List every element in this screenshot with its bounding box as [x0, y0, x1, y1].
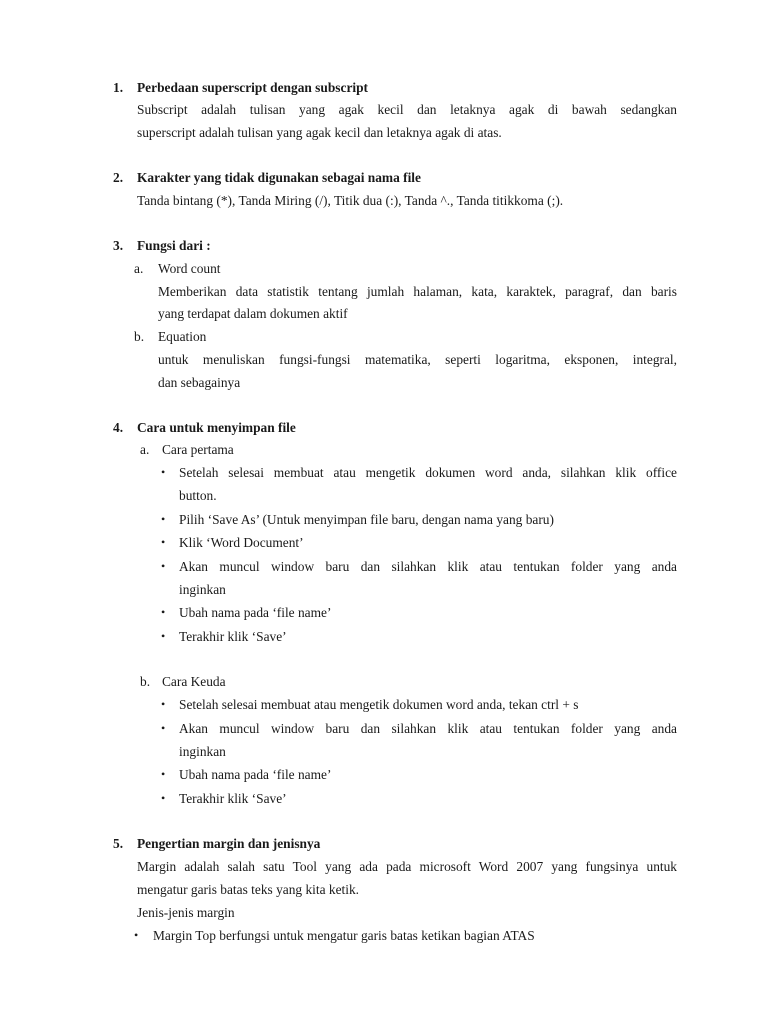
bullet-icon: • [161, 465, 166, 479]
section-4-number: 4. [113, 420, 124, 435]
section-1-title: Perbedaan superscript dengan subscript [137, 80, 369, 95]
section-5-line-2: mengatur garis batas teks yang kita ketik. [137, 882, 359, 897]
section-5-subhead: Jenis-jenis margin [137, 905, 235, 920]
section-5-line-1: Margin adalah salah satu Tool yang ada pada microsoft Word 2007 yang fungsinya untuk [137, 859, 677, 874]
bullet-icon: • [161, 791, 166, 805]
bullet-icon: • [161, 697, 166, 711]
way-a-step-1-line-1: Setelah selesai membuat atau mengetik dokumen word anda, silahkan klik office [179, 465, 677, 480]
section-2-title: Karakter yang tidak digunakan sebagai nama file [137, 170, 421, 185]
bullet-icon: • [161, 767, 166, 781]
section-3-item-b-name: Equation [158, 329, 207, 344]
bullet-icon: • [161, 721, 166, 735]
way-a-step-3: Klik ‘Word Document’ [179, 535, 304, 550]
way-a-step-1-line-2: button. [179, 488, 217, 503]
section-3-item-a-desc-1: Memberikan data statistik tentang jumlah halaman, kata, karaktek, paragraf, dan baris [158, 284, 677, 299]
bullet-icon: • [134, 928, 139, 942]
way-b-step-1: Setelah selesai membuat atau mengetik dokumen word anda, tekan ctrl + s [179, 697, 579, 712]
way-a-step-2: Pilih ‘Save As’ (Untuk menyimpan file baru, dengan nama yang baru) [179, 512, 554, 527]
way-a-step-6: Terakhir klik ‘Save’ [179, 629, 287, 644]
section-4-way-a-label: a. [140, 442, 150, 457]
section-4-way-b-label: b. [140, 674, 151, 689]
bullet-icon: • [161, 512, 166, 526]
bullet-icon: • [161, 605, 166, 619]
section-2-number: 2. [113, 170, 124, 185]
way-b-step-4: Terakhir klik ‘Save’ [179, 791, 287, 806]
section-3-title: Fungsi dari : [137, 238, 211, 253]
bullet-icon: • [161, 629, 166, 643]
section-1-number: 1. [113, 80, 124, 95]
section-1-line-2: superscript adalah tulisan yang agak kecil dan letaknya agak di atas. [137, 125, 502, 140]
margin-type-1: Margin Top berfungsi untuk mengatur garis batas ketikan bagian ATAS [153, 928, 535, 943]
bullet-icon: • [161, 535, 166, 549]
section-4-way-a-name: Cara pertama [162, 442, 234, 457]
section-5-number: 5. [113, 836, 124, 851]
section-4-title: Cara untuk menyimpan file [137, 420, 296, 435]
section-1-line-1: Subscript adalah tulisan yang agak kecil dan letaknya agak di bawah sedangkan [137, 102, 677, 117]
section-4-way-b-name: Cara Keuda [162, 674, 226, 689]
way-b-step-3: Ubah nama pada ‘file name’ [179, 767, 332, 782]
section-3-item-b-desc-1: untuk menuliskan fungsi-fungsi matematika, seperti logaritma, eksponen, integral, [158, 352, 677, 367]
section-3-item-a-label: a. [134, 261, 144, 276]
section-3-item-a-name: Word count [158, 261, 221, 276]
way-b-step-2-line-1: Akan muncul window baru dan silahkan klik atau tentukan folder yang anda [179, 721, 677, 736]
section-3-item-b-label: b. [134, 329, 145, 344]
bullet-icon: • [161, 559, 166, 573]
way-a-step-4-line-2: inginkan [179, 582, 226, 597]
way-a-step-5: Ubah nama pada ‘file name’ [179, 605, 332, 620]
section-5-title: Pengertian margin dan jenisnya [137, 836, 321, 851]
section-3-item-a-desc-2: yang terdapat dalam dokumen aktif [158, 306, 348, 321]
section-3-item-b-desc-2: dan sebagainya [158, 375, 241, 390]
section-3-number: 3. [113, 238, 124, 253]
way-b-step-2-line-2: inginkan [179, 744, 226, 759]
section-2-text: Tanda bintang (*), Tanda Miring (/), Titik dua (:), Tanda ^., Tanda titikkoma (;). [137, 193, 564, 208]
way-a-step-4-line-1: Akan muncul window baru dan silahkan klik atau tentukan folder yang anda [179, 559, 677, 574]
